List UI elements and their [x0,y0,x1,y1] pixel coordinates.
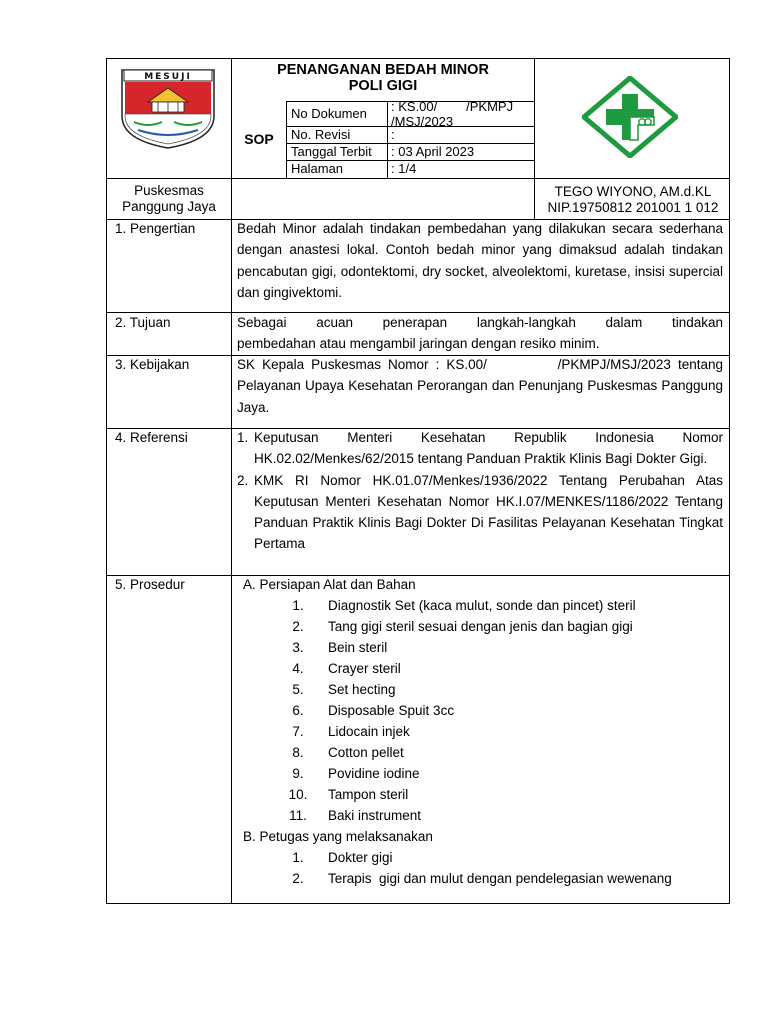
item-text: Terapis gigi dan mulut dengan pendelegasian wewenang [328,871,672,886]
list-item [243,805,723,826]
section-text-tujuan-line1: Sebagai acuan penerapan langkah-langkah dalam tindakan [237,315,723,330]
item-number: 3. [292,640,304,655]
meta-divider [387,101,388,178]
title-line-1: PENANGANAN BEDAH MINOR [277,62,489,78]
signer-block [537,184,729,216]
item-text: Tang gigi steril sesuai dengan jenis dan bagian gigi [328,619,633,634]
item-number: 6. [292,703,304,718]
item-text: Crayer steril [328,661,401,676]
ref-number: 1. [237,430,249,445]
meta-value-no-revisi: : [391,127,395,142]
document-title [232,62,534,94]
column-divider-left [231,58,232,904]
section-label-pengertian: 1. Pengertian [115,221,196,236]
meta-value-tanggal-terbit: : 03 April 2023 [391,144,475,159]
list-item [243,595,723,616]
section-text-pengertian: Bedah Minor adalah tindakan pembedahan yang dilakukan secara sederhana dengan anastesi lokal. Contoh bedah minor yang dimaksud adalah tindakan pencabutan gigi, odontektomi, dry socket, alveolektomi, kuretase, insisi supercial dan gingivektomi. [237,221,723,300]
sop-label: SOP [244,131,274,147]
ref-number: 2. [237,472,249,488]
item-number: 8. [292,745,304,760]
list-item [243,616,723,637]
list-item [243,847,723,868]
header-bottom-line [106,178,730,179]
title-line-2: POLI GIGI [348,78,418,94]
org-line-1: Puskesmas [134,183,204,198]
section-text-tujuan-line2: pembedahan atau mengambil jaringan dengan resiko minim. [237,336,600,351]
meta-label-tanggal-terbit: Tanggal Terbit [291,144,372,159]
org-line-2: Panggung Jaya [122,199,216,214]
item-number: 1. [292,598,304,613]
item-number: 5. [292,682,304,697]
section-label-referensi: 4. Referensi [115,430,188,445]
list-item [243,700,723,721]
item-text: Cotton pellet [328,745,404,760]
section-label-prosedur: 5. Prosedur [115,577,185,592]
item-number: 11. [289,808,307,823]
item-text: Tampon steril [328,787,409,802]
list-item [243,784,723,805]
list-item [243,721,723,742]
item-number: 10. [288,787,308,802]
item-number: 1. [292,850,304,865]
meta-value-no-dokumen: : KS.00/ /PKMPJ /MSJ/2023 [391,99,517,129]
list-item [243,742,723,763]
item-number: 2. [292,619,304,634]
list-item [243,658,723,679]
item-number: 2. [292,871,304,886]
item-text: Diagnostik Set (kaca mulut, sonde dan pincet) steril [328,598,636,613]
list-item [237,427,723,470]
sop-divider [286,101,287,178]
prosedur-list [243,574,723,889]
item-number: 9. [292,766,304,781]
list-item [237,470,723,555]
logo-text: MESUJI [144,72,192,82]
item-text: Dokter gigi [328,850,393,865]
list-item [243,763,723,784]
signer-nip: NIP.19750812 201001 1 012 [547,200,719,215]
item-number: 7. [292,724,304,739]
signer-name: TEGO WIYONO, AM.d.KL [554,184,712,199]
meta-label-halaman: Halaman [291,161,344,176]
section-label-tujuan: 2. Tujuan [115,315,171,330]
item-text: Povidine iodine [328,766,420,781]
column-divider-right [534,58,535,220]
item-text: Bein steril [328,640,388,655]
ref-text: KMK RI Nomor HK.01.07/Menkes/1936/2022 Tentang Perubahan Atas Keputusan Menteri Kesehatan Nomor HK.I.07/MENKES/1186/2022 Tentang Panduan Praktik Klinis Bagi Dokter Di Fasilitas Pelayanan Kesehatan Tingkat Pertama [254,472,723,552]
item-text: Lidocain injek [328,724,410,739]
list-item [243,637,723,658]
group-heading-a: A. Persiapan Alat dan Bahan [243,577,416,592]
meta-value-halaman: : 1/4 [391,161,417,176]
item-number: 4. [292,661,304,676]
meta-label-no-revisi: No. Revisi [291,127,351,142]
puskesmas-logo-icon [582,76,678,158]
ref-text: Keputusan Menteri Kesehatan Republik Indonesia Nomor HK.02.02/Menkes/62/2015 tentang Panduan Praktik Klinis Bagi Dokter Gigi. [254,430,723,467]
section-text-kebijakan: SK Kepala Puskesmas Nomor : KS.00/ /PKMPJ/MSJ/2023 tentang Pelayanan Upaya Kesehatan Perorangan dan Penunjang Puskesmas Panggung Jaya. [237,357,727,415]
group-heading-b: B. Petugas yang melaksanakan [243,829,433,844]
organization-name [107,183,231,215]
list-item [243,868,723,889]
meta-label-no-dokumen: No Dokumen [291,106,367,121]
item-text: Disposable Spuit 3cc [328,703,455,718]
mesuji-emblem-icon [118,66,218,150]
referensi-list [237,427,723,555]
item-text: Baki instrument [328,808,422,823]
item-text: Set hecting [328,682,396,697]
section-label-kebijakan: 3. Kebijakan [115,357,190,372]
list-item [243,679,723,700]
